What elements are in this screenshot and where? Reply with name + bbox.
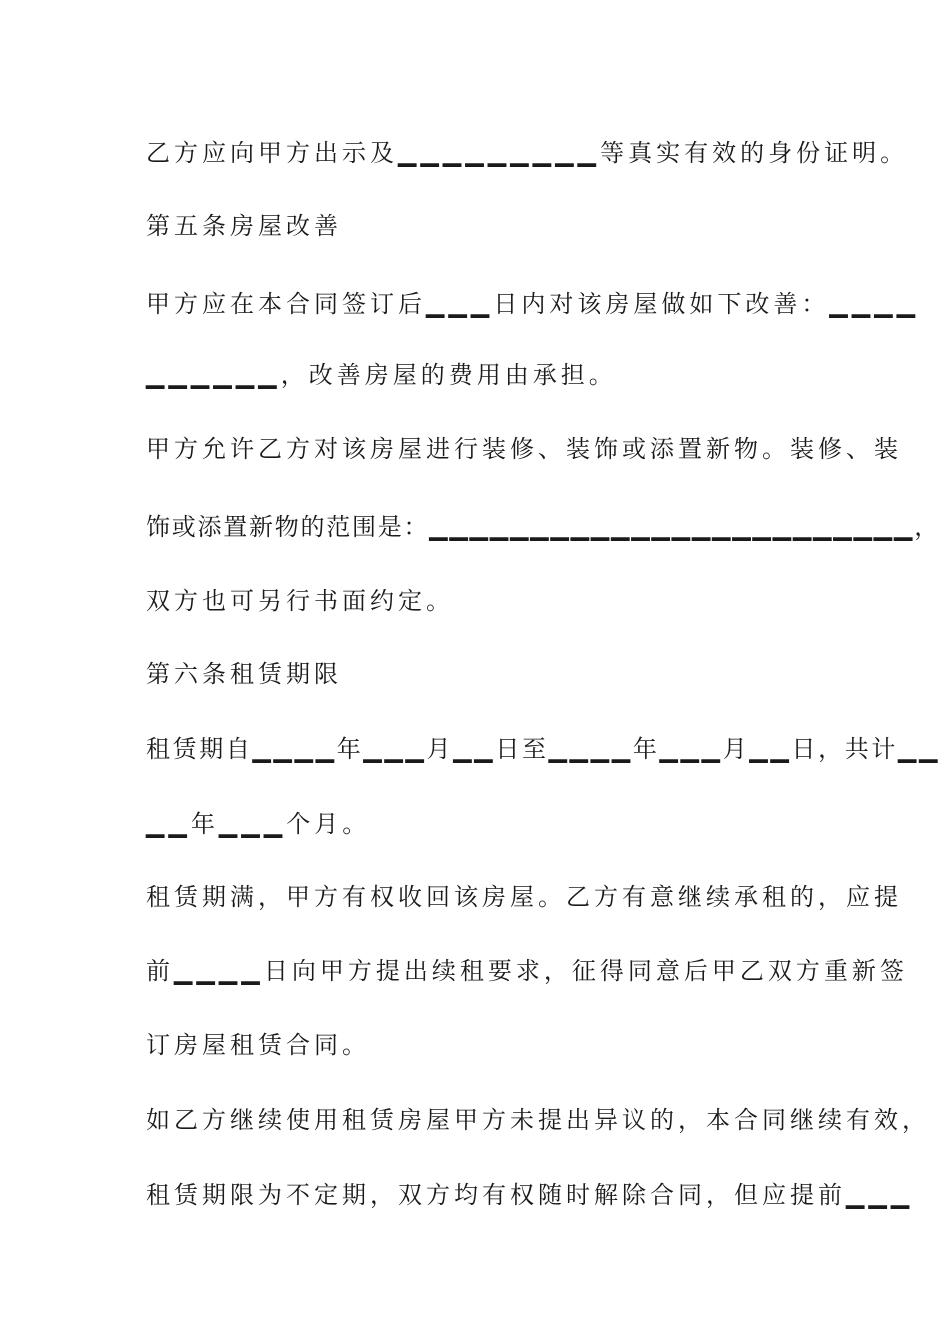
paragraph-line: 订房屋租赁合同。 [146,1031,370,1059]
paragraph-line: 租赁期自▁▁▁▁年▁▁▁月▁▁日至▁▁▁▁年▁▁▁月▁▁日，共计▁▁ [146,735,941,763]
paragraph-line: 租赁期限为不定期，双方均有权随时解除合同，但应提前▁▁▁ [146,1181,914,1209]
section-heading: 第六条租赁期限 [146,660,342,688]
paragraph-line: 甲方允许乙方对该房屋进行装修、装饰或添置新物。装修、装 [146,435,902,463]
paragraph-line: 饰或添置新物的范围是：▁▁▁▁▁▁▁▁▁▁▁▁▁▁▁▁▁▁▁▁▁▁▁▁， [146,513,940,541]
paragraph-line: 前▁▁▁▁日向甲方提出续租要求，征得同意后甲乙双方重新签 [146,957,908,985]
paragraph-line: ▁▁▁▁▁▁，改善房屋的费用由承担。 [146,361,617,389]
paragraph-line: 乙方应向甲方出示及▁▁▁▁▁▁▁▁▁等真实有效的身份证明。 [146,139,909,167]
paragraph-line: 双方也可另行书面约定。 [146,587,454,615]
paragraph-line: 甲方应在本合同签订后▁▁▁日内对该房屋做如下改善：▁▁▁▁ [146,290,920,318]
section-heading: 第五条房屋改善 [146,212,342,240]
paragraph-line: 如乙方继续使用租赁房屋甲方未提出异议的，本合同继续有效， [146,1106,930,1134]
paragraph-line: 租赁期满，甲方有权收回该房屋。乙方有意继续承租的，应提 [146,883,902,911]
paragraph-line: ▁▁年▁▁▁个月。 [146,810,371,838]
